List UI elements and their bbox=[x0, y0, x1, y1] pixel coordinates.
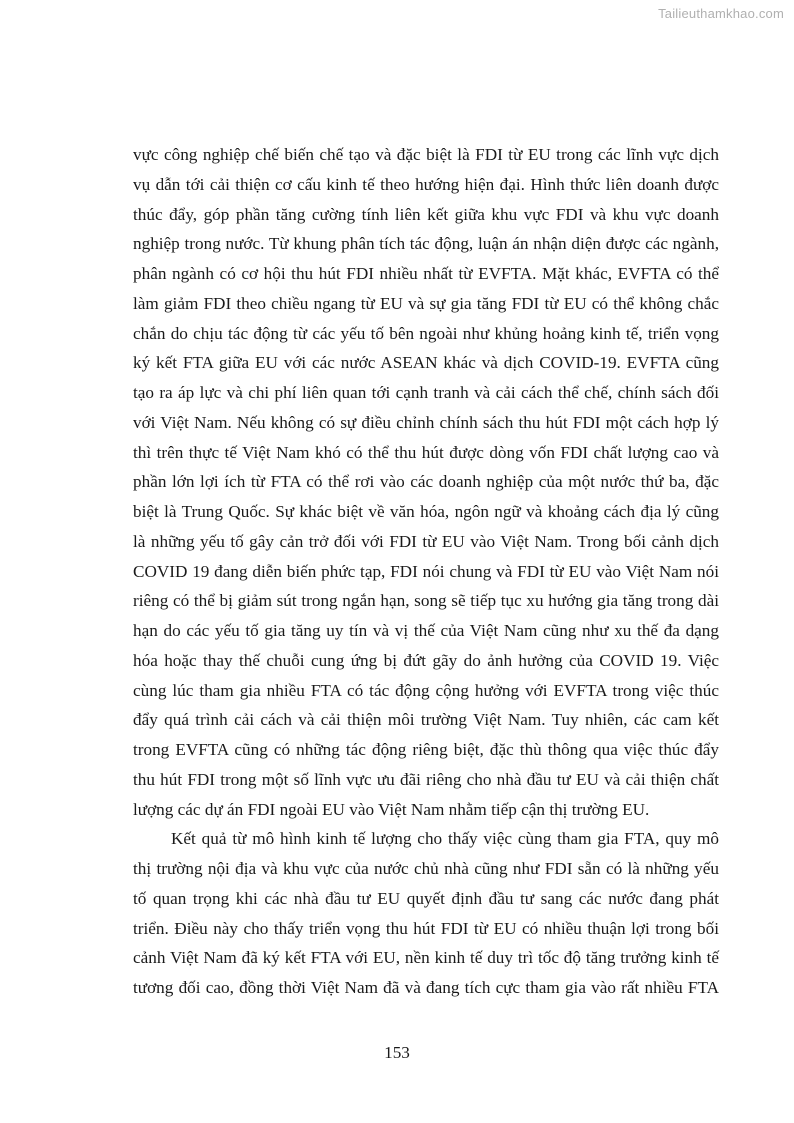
text-line: thu hút FDI trong một số lĩnh vực ưu đãi riêng cho nhà đầu tư EU và cải thiện chất bbox=[133, 769, 719, 789]
text-line: hóa hoặc thay thế chuỗi cung ứng bị đứt gãy do ảnh hưởng của COVID 19. Việc bbox=[133, 650, 719, 670]
text-line: tạo ra áp lực và chi phí liên quan tới cạnh tranh và cải cách thể chế, chính sách đối bbox=[133, 383, 719, 402]
paragraph-2 bbox=[133, 824, 719, 1003]
text-line: vực công nghiệp chế biến chế tạo và đặc biệt là FDI từ EU trong các lĩnh vực dịch bbox=[133, 145, 719, 164]
text-line: riêng có thể bị giảm sút trong ngắn hạn, song sẽ tiếp tục xu hướng gia tăng trong dài bbox=[133, 591, 719, 611]
text-line: tương đối cao, đồng thời Việt Nam đã và đang tích cực tham gia vào rất nhiều FTA bbox=[133, 978, 719, 997]
page-body bbox=[133, 140, 719, 1003]
text-line: làm giảm FDI theo chiều ngang từ EU và sự gia tăng FDI từ EU có thể không chắc bbox=[133, 293, 719, 313]
text-line: Kết quả từ mô hình kinh tế lượng cho thấy việc cùng tham gia FTA, quy mô bbox=[171, 829, 719, 849]
text-line: là những yếu tố gây cản trở đối với FDI từ EU vào Việt Nam. Trong bối cảnh dịch bbox=[133, 531, 719, 551]
text-line: thì trên thực tế Việt Nam khó có thể thu hút được dòng vốn FDI chất lượng cao và bbox=[133, 442, 719, 462]
text-line: cùng lúc tham gia nhiều FTA có tác động cộng hưởng với EVFTA trong việc thúc bbox=[133, 680, 719, 700]
text-line: phần lớn lợi ích từ FTA có thể rơi vào các doanh nghiệp của một nước thứ ba, đặc bbox=[133, 472, 719, 492]
text-line: tố quan trọng khi các nhà đầu tư EU quyết định đầu tư sang các nước đang phát bbox=[133, 888, 719, 908]
text-line: thúc đẩy, góp phần tăng cường tính liên kết giữa khu vực FDI và khu vực doanh bbox=[133, 204, 719, 224]
text-line: COVID 19 đang diễn biến phức tạp, FDI nói chung và FDI từ EU vào Việt Nam nói bbox=[133, 561, 719, 581]
text-line: với Việt Nam. Nếu không có sự điều chỉnh chính sách thu hút FDI một cách hợp lý bbox=[133, 412, 719, 432]
text-line: chắn do chịu tác động từ các yếu tố bên ngoài như khủng hoảng kinh tế, triển vọng bbox=[133, 323, 719, 343]
text-line: nghiệp trong nước. Từ khung phân tích tác động, luận án nhận diện được các ngành, bbox=[133, 234, 719, 254]
text-line: đẩy quá trình cải cách và cải thiện môi trường Việt Nam. Tuy nhiên, các cam kết bbox=[133, 710, 719, 730]
text-line: vụ dẫn tới cải thiện cơ cấu kinh tế theo hướng hiện đại. Hình thức liên doanh được bbox=[133, 174, 719, 194]
watermark: Tailieuthamkhao.com bbox=[658, 6, 784, 21]
text-line: thị trường nội địa và khu vực của nước chủ nhà cũng như FDI sẵn có là những yếu bbox=[133, 859, 719, 878]
page-number: 153 bbox=[384, 1043, 410, 1062]
text-line: lượng các dự án FDI ngoài EU vào Việt Nam nhằm tiếp cận thị trường EU. bbox=[133, 799, 650, 819]
text-line: ký kết FTA giữa EU với các nước ASEAN khác và dịch COVID-19. EVFTA cũng bbox=[133, 353, 719, 373]
text-line: trong EVFTA cũng có những tác động riêng biệt, đặc thù thông qua việc thúc đẩy bbox=[133, 740, 719, 759]
text-line: triển. Điều này cho thấy triển vọng thu hút FDI từ EU có nhiều thuận lợi trong bối bbox=[133, 918, 719, 938]
text-line: cảnh Việt Nam đã ký kết FTA với EU, nền kinh tế duy trì tốc độ tăng trưởng kinh tế bbox=[133, 948, 719, 968]
text-line: phân ngành có cơ hội thu hút FDI nhiều nhất từ EVFTA. Mặt khác, EVFTA có thể bbox=[133, 264, 719, 283]
text-line: biệt là Trung Quốc. Sự khác biệt về văn hóa, ngôn ngữ và khoảng cách địa lý cũng bbox=[133, 502, 719, 521]
paragraph-1 bbox=[133, 140, 719, 824]
text-line: hạn do các yếu tố gia tăng uy tín và vị thế của Việt Nam cũng như xu thế đa dạng bbox=[133, 621, 719, 640]
